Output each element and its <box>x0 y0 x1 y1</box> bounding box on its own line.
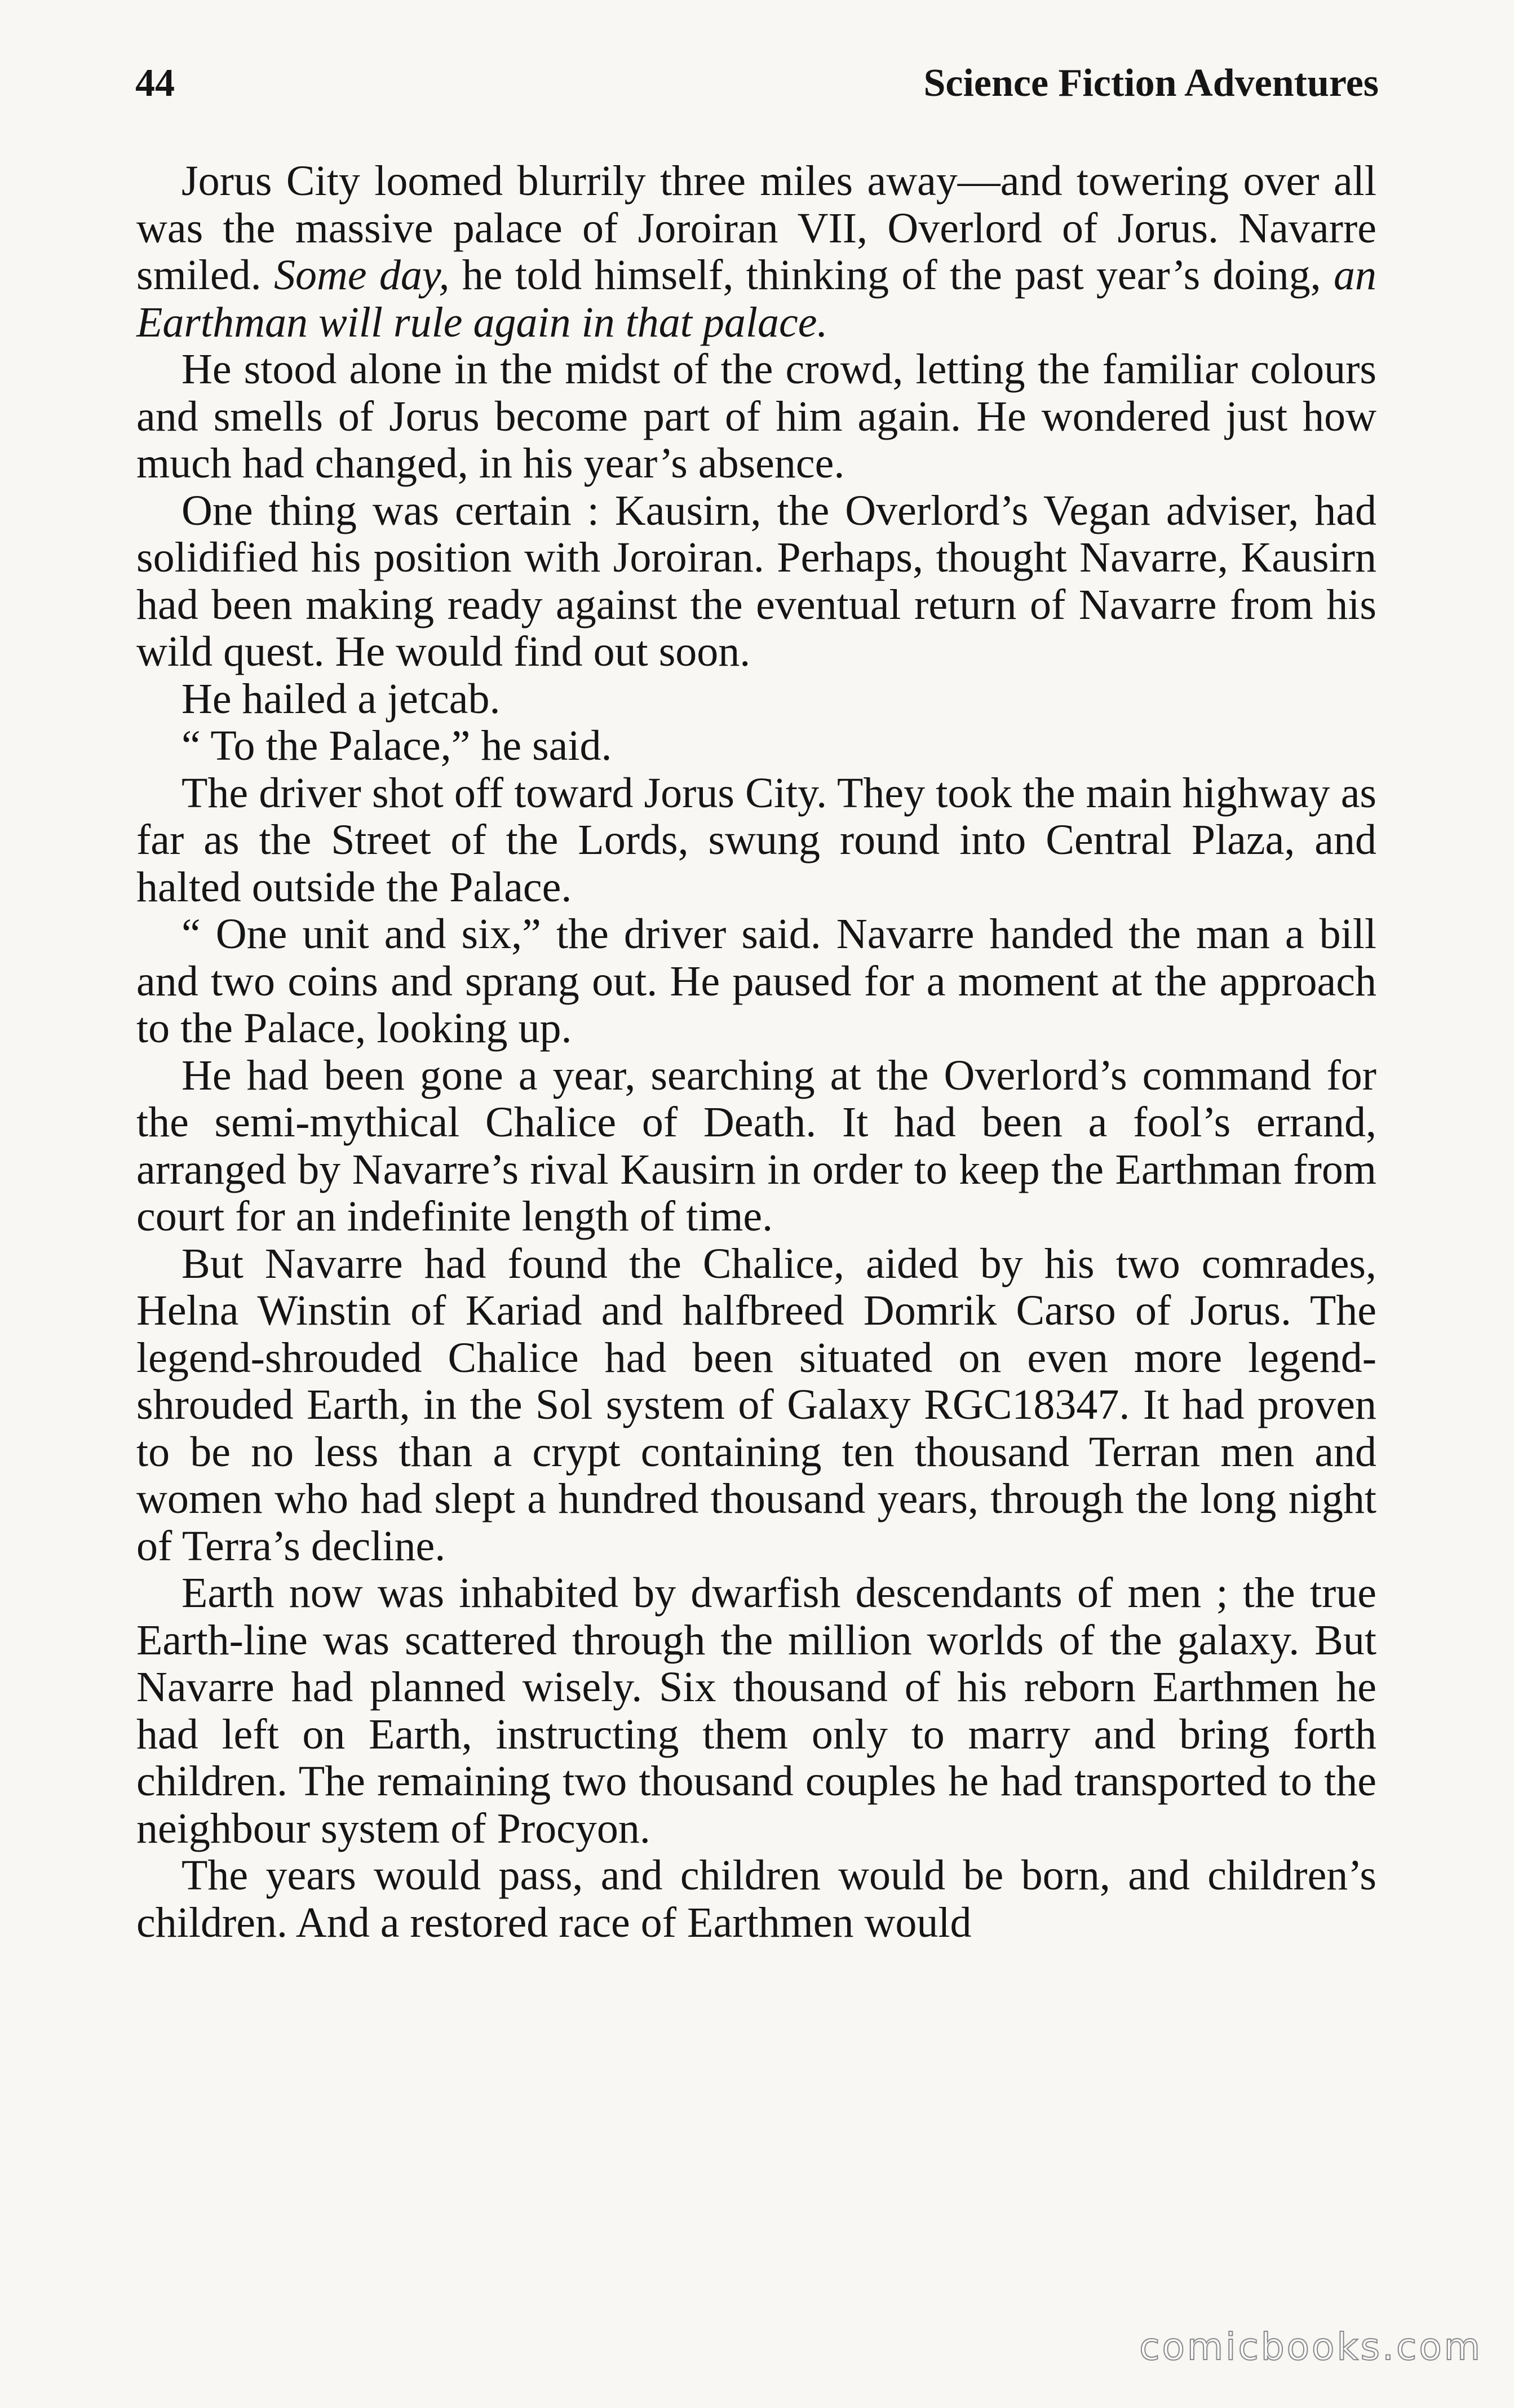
paragraph <box>136 723 1376 770</box>
text-run: But Navarre had found the Chalice, aided by his two comrades, Helna Winstin of Kariad and halfbreed Domrik Carso of Jorus. The legend-shrouded Chalice had been situated on even more legend-shrouded Earth, in the Sol system of Galaxy RGC18347. It had proven to be no less than a crypt containing ten thousand Terran men and women who had slept a hundred thousand years, through the long night of Terra’s decline. <box>136 1240 1376 1570</box>
text-run: The years would pass, and children would be born, and children’s children. And a restored race of Earthmen would <box>136 1852 1376 1946</box>
text-run: One thing was certain : Kausirn, the Overlord’s Vegan adviser, had solidified his position with Joroiran. Perhaps, thought Navarre, Kausirn had been making ready against the eventual return of Navarre from his wild quest. He would find out soon. <box>136 486 1376 675</box>
paragraph <box>136 158 1376 346</box>
text-run: he told himself, thinking of the past year’s doing, <box>449 251 1334 299</box>
text-run: Earth now was inhabited by dwarfish descendants of men ; the true Earth-line was scattered through the million worlds of the galaxy. But Navarre had planned wisely. Six thousand of his reborn Earthmen he had left on Earth, instructing them only to marry and bring forth children. The remaining two thousand couples he had transported to the neighbour system of Procyon. <box>136 1569 1376 1852</box>
body-text <box>136 158 1376 1946</box>
page-number: 44 <box>135 61 175 105</box>
watermark: comicbooks.com <box>1139 2325 1482 2369</box>
paragraph <box>136 1852 1376 1946</box>
text-run: The driver shot off toward Jorus City. They took the main highway as far as the Street of the Lords, swung round into Central Plaza, and halted outside the Palace. <box>136 769 1376 911</box>
text-run: “ To the Palace,” he said. <box>181 722 612 769</box>
text-run: He stood alone in the midst of the crowd, letting the familiar colours and smells of Jorus become part of him again. He wondered just how much had changed, in his year’s absence. <box>136 346 1376 487</box>
paragraph <box>136 1052 1376 1241</box>
italic-text: an Earthman will rule again in that palace. <box>136 251 1376 346</box>
paragraph <box>136 1241 1376 1570</box>
text-run: He hailed a jetcab. <box>181 675 501 723</box>
running-head: Science Fiction Adventures <box>923 61 1379 105</box>
text-run: Jorus City loomed blurrily three miles away—and towering over all was the massive palace of Joroiran VII, Overlord of Jorus. Navarre smiled. <box>136 157 1376 299</box>
paragraph <box>136 1570 1376 1852</box>
paragraph <box>136 911 1376 1052</box>
paragraph <box>136 770 1376 911</box>
italic-text: Some day, <box>273 251 450 299</box>
paragraph <box>136 676 1376 723</box>
text-run: He had been gone a year, searching at the Overlord’s command for the semi-mythical Chalice of Death. It had been a fool’s errand, arranged by Navarre’s rival Kausirn in order to keep the Earthman from court for an indefinite length of time. <box>136 1051 1376 1240</box>
paragraph <box>136 346 1376 488</box>
paragraph <box>136 488 1376 676</box>
page-header <box>135 61 1379 123</box>
text-run: “ One unit and six,” the driver said. Navarre handed the man a bill and two coins and sprang out. He paused for a moment at the approach to the Palace, looking up. <box>136 910 1376 1052</box>
